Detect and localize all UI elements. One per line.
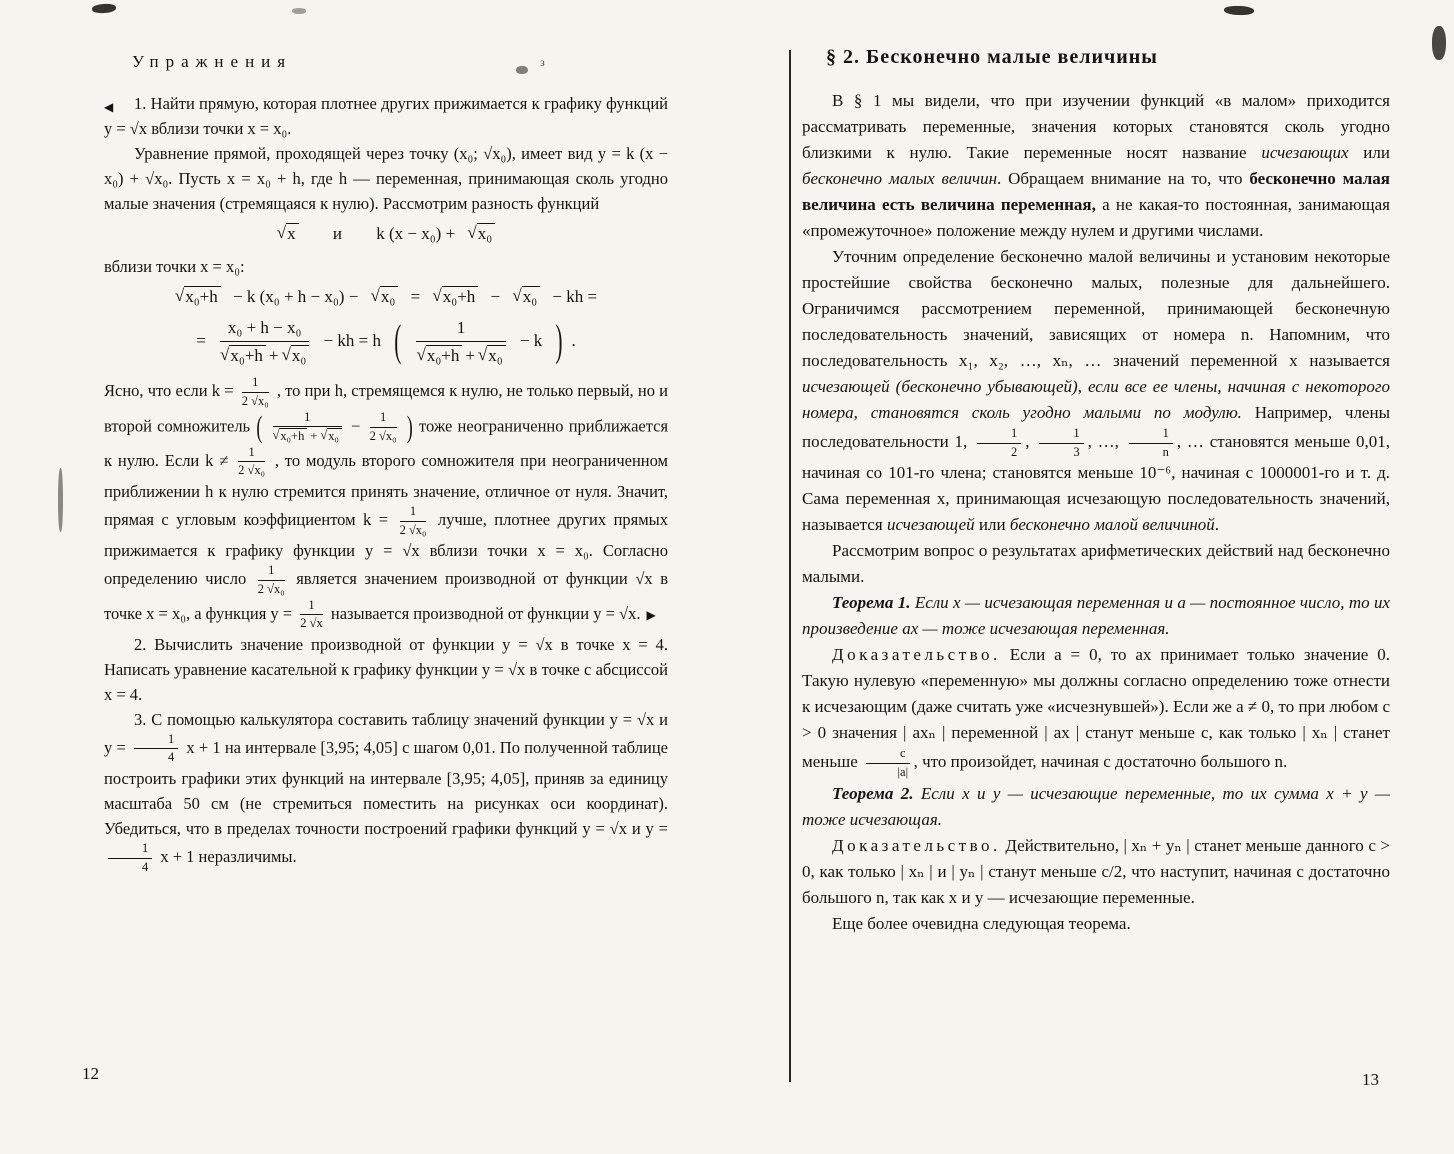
fraction-numerator: 1	[400, 504, 427, 522]
fraction-denominator: 4	[167, 750, 175, 765]
proof-2	[802, 833, 1390, 911]
sqrt-icon: √	[276, 223, 287, 243]
equals-sign: =	[196, 331, 206, 351]
radicand: x₀	[487, 345, 505, 366]
theorem-2	[802, 781, 1390, 833]
text-segment: , то модуль второго сомножителя при неограниченном приближении h к нулю стремится принять значение, отличное от нуля. Значит, прямая с угловым коэффициентом k =	[104, 450, 669, 529]
solution-paragraph-2	[104, 375, 668, 632]
sqrt-expression	[175, 286, 221, 307]
radicand: x₀	[380, 286, 398, 307]
equation-line-1	[104, 286, 668, 308]
text-segment: Уточним определение бесконечно малой величины и установим некоторые простейшие свойства бесконечно малых, полезные для дальнейшего. Ограничимся рассмотрением переменной, принимающей бесконечную последовательность значений, зависящих от номера n. Напомним, что последовательность x₁, x₂, …, xₙ, … значений переменной x называется	[802, 247, 1390, 370]
solution-paragraph-1: Уравнение прямой, проходящей через точку (x₀; √x₀), имеет вид y = k (x − x₀) + √x₀. Пусть x = x₀ + h, где h — переменная, принимающая сколь угодно малые значения (стремящаяся к нулю). Рассмотрим разность функций	[104, 144, 668, 213]
proof-label: Доказательство.	[832, 645, 1001, 665]
math-fraction	[977, 426, 1021, 460]
page-number-right: 13	[1362, 1070, 1379, 1089]
text-segment: , что произойдет, начиная с достаточно большого n.	[913, 752, 1288, 772]
minus-operator: −	[351, 416, 361, 435]
page-divider-line	[789, 50, 791, 1082]
sqrt-expression	[277, 223, 299, 244]
intro-paragraph	[802, 88, 1390, 244]
theorem-2-statement: Если x и y — исчезающие переменные, то их сумма x + y — тоже исчезающая.	[802, 783, 1390, 829]
exercise-1-statement	[104, 91, 668, 141]
ellipsis: , …,	[1087, 432, 1119, 452]
period: .	[1214, 515, 1220, 535]
sqrt-expression	[320, 428, 341, 445]
math-fraction	[220, 317, 309, 367]
fraction-numerator: x₀ + h − x₀	[220, 317, 309, 342]
radicand: x₀+h	[279, 428, 307, 443]
close-paren: )	[406, 409, 413, 444]
fraction-numerator: 1	[134, 732, 178, 750]
text-segment: Например, члены последовательности 1,	[802, 403, 1390, 452]
exercise-1-text: 1. Найти прямую, которая плотнее других прижимается к графику функций y = √x вблизи точки x = x₀.	[104, 94, 668, 138]
radicand: x₀+h	[184, 286, 221, 307]
fraction-numerator: c	[866, 746, 910, 764]
sqrt-icon: √	[272, 428, 280, 443]
radicand: x₀	[477, 223, 495, 244]
math-segment: − k	[519, 331, 543, 351]
sqrt-icon: √	[370, 286, 380, 306]
sqrt-icon: √	[432, 286, 442, 306]
math-fraction	[370, 410, 397, 444]
fraction-denominator	[416, 342, 505, 366]
page-number-left: 12	[82, 1064, 99, 1083]
comma: ,	[1025, 432, 1030, 452]
fraction-numerator: 1	[1129, 426, 1173, 444]
open-paren: (	[256, 409, 263, 444]
theorem-1-statement: Если x — исчезающая переменная и a — постоянное число, то их произведение ax — тоже исчезающая переменная.	[802, 593, 1390, 639]
math-fraction	[300, 598, 323, 632]
fraction-denominator: 2 √x₀	[257, 581, 285, 596]
plus-operator: +	[268, 345, 279, 365]
text-segment: 3. С помощью калькулятора составить таблицу значений функции y = √x и y =	[104, 709, 668, 757]
minus-sign: −	[490, 286, 501, 306]
fraction-denominator: 2 √x₀	[399, 522, 427, 537]
radicand: x₀+h	[426, 345, 463, 366]
radicand: x₀	[327, 428, 342, 443]
sqrt-icon: √	[512, 286, 522, 306]
fraction-numerator: 1	[108, 841, 152, 859]
math-fraction	[134, 732, 178, 766]
left-page	[104, 0, 668, 875]
text-segment: или	[1348, 143, 1390, 162]
fraction-denominator	[273, 427, 342, 445]
fraction-numerator: 1	[258, 563, 285, 581]
sqrt-expression	[371, 286, 399, 307]
radicand: x₀+h	[442, 286, 479, 307]
definition-italic: исчезающей (бесконечно убывающей), если все ее члены, начиная с некоторого номера, становятся сколь угодно малыми по модулю.	[802, 377, 1390, 422]
period: .	[571, 331, 576, 351]
fraction-denominator: 2 √x	[300, 616, 323, 631]
fraction-numerator: 1	[273, 410, 342, 428]
text-segment: является значением производной от функции √x в точке x = x₀, а функция y =	[104, 569, 669, 623]
fraction-denominator: 2 √x₀	[369, 428, 397, 443]
exercises-heading: Упражнения	[132, 52, 293, 71]
fraction-denominator: 3	[1073, 444, 1080, 459]
fraction-denominator: n	[1162, 444, 1169, 459]
sqrt-icon: √	[174, 286, 185, 306]
text-segment: , то при h, стремящемся к нулю, не только первый, но и второй сомножитель	[104, 381, 668, 435]
exercise-3	[104, 707, 668, 876]
math-segment: − kh =	[552, 286, 598, 306]
sqrt-expression	[416, 345, 462, 366]
sqrt-icon: √	[467, 223, 477, 243]
scan-mark: з	[540, 55, 545, 69]
radicand: x₀	[522, 286, 540, 307]
text-segment: Действительно, | xₙ + yₙ | станет меньше данного c > 0, как только | xₙ | и | yₙ | станут меньше c/2, что наступит, начиная с достаточно большого n, так как x и y — исчезающие переменные.	[802, 835, 1390, 907]
math-fraction	[258, 563, 285, 597]
math-fraction	[242, 375, 269, 409]
sqrt-icon: √	[220, 344, 230, 364]
math-fraction	[1039, 426, 1083, 460]
sqrt-icon: √	[281, 344, 291, 364]
equals-sign: =	[410, 286, 421, 306]
plus-operator: +	[465, 345, 475, 365]
left-page-header	[104, 52, 668, 76]
fraction-denominator: 2 √x₀	[238, 463, 266, 478]
text-segment: , … становятся меньше 0,01, начиная со 101-го члена; становятся меньше 10⁻⁶, начиная с 1000001-го и т. д. Сама переменная x, принимающая исчезающую последовательность значений, называется	[802, 432, 1390, 535]
text-segment: лучше, плотнее других прямых прижимается к графику функции y = √x вблизи точки x = x₀. Согласно определению число	[104, 510, 669, 589]
math-fraction	[1129, 426, 1173, 460]
triangle-right-marker: ▶	[646, 607, 656, 622]
definition-paragraph	[802, 244, 1390, 538]
theorem-1	[802, 590, 1390, 642]
math-fraction	[108, 841, 152, 875]
sqrt-expression	[467, 223, 495, 244]
math-fraction	[400, 504, 427, 538]
term-infinitesimal: бесконечно малой величиной	[1009, 515, 1215, 535]
text-segment: а не какая-то постоянная, занимающая «промежуточное» положение между нулем и другими числами.	[802, 195, 1390, 240]
math-fraction	[866, 746, 910, 780]
fraction-denominator	[220, 342, 309, 366]
open-paren: (	[394, 315, 402, 366]
math-segment: − k (x₀ + h − x₀) −	[233, 286, 359, 306]
text-segment: В § 1 мы видели, что при изучении функций «в малом» приходится рассматривать переменные, значения которых становятся сколь угодно близкими к нулю. Такие переменные носят название	[802, 91, 1390, 162]
theorem-2-label: Теорема 2.	[832, 783, 914, 803]
sqrt-icon: √	[477, 344, 488, 364]
text-segment: . Обращаем внимание на то, что	[997, 169, 1250, 188]
text-segment: называется производной от функции y = √x.	[330, 603, 641, 623]
text-segment: или	[974, 515, 1010, 535]
text-segment: Если a = 0, то ax принимает только значение 0. Такую нулевую «переменную» мы должны согласно определению тоже отнести к исчезающим (даже считать уже «исчезнувшей»). Если же a ≠ 0, то при любом c > 0 значения | axₙ | переменной | ax | станут меньше c, как только | xₙ | станет меньше	[802, 645, 1390, 772]
proof-label: Доказательство.	[832, 835, 1001, 855]
fraction-denominator: 2	[1011, 444, 1018, 459]
fraction-numerator: 1	[977, 426, 1021, 444]
sqrt-expression	[478, 345, 506, 366]
fraction-numerator: 1	[370, 410, 397, 428]
linear-expression: k (x − x₀) +	[376, 223, 456, 243]
triangle-left-marker: ◀	[104, 100, 114, 114]
and-word: и	[332, 223, 342, 243]
math-fraction	[238, 445, 265, 479]
sqrt-expression	[220, 345, 266, 366]
fraction-numerator: 1	[300, 598, 323, 616]
term-vanishing: исчезающей	[886, 515, 975, 535]
right-page	[802, 0, 1390, 937]
sqrt-expression	[512, 286, 540, 307]
section-title: § 2. Бесконечно малые величины	[826, 46, 1158, 68]
scan-artifact	[58, 468, 63, 532]
scan-artifact	[1432, 26, 1446, 60]
term-vanishing: исчезающих	[1261, 143, 1349, 162]
text-segment: тоже неограниченно приближается к нулю. Если k ≠	[104, 416, 669, 470]
near-point-text: вблизи точки x = x₀:	[104, 256, 245, 276]
radicand: x	[286, 223, 299, 244]
radicand: x₀	[291, 345, 309, 366]
fraction-numerator: 1	[1039, 426, 1083, 444]
sqrt-expression	[432, 286, 478, 307]
text-segment: x + 1 неразличимы.	[160, 847, 297, 866]
sqrt-expression	[273, 428, 308, 445]
equation-line-2	[104, 317, 668, 367]
equation-two-functions	[104, 223, 668, 245]
closing-remark: Еще более очевидна следующая теорема.	[832, 913, 1131, 933]
text-segment: x + 1 на интервале [3,95; 4,05] с шагом 0,01. По полученной таблице построить графики этих функций на интервале [3,95; 4,05], приняв за единицу масштаба 50 см (не стремиться поместить на рисунках оси координат). Убедиться, что в пределах точности построений графики функций y = √x и y =	[104, 737, 669, 839]
radicand: x₀+h	[229, 345, 266, 366]
fraction-numerator: 1	[238, 445, 265, 463]
close-paren: )	[555, 315, 563, 366]
fraction-numerator: 1	[242, 375, 269, 393]
fraction-denominator: 4	[142, 859, 149, 874]
fraction-denominator: 2 √x₀	[241, 393, 269, 408]
fraction-numerator: 1	[416, 317, 505, 342]
emphasized-statement: бесконечно малая величина есть величина переменная,	[802, 169, 1390, 214]
sqrt-expression	[282, 345, 310, 366]
sqrt-icon: √	[416, 344, 426, 364]
sqrt-icon: √	[320, 428, 328, 443]
proof-1	[802, 642, 1390, 780]
theorem-1-label: Теорема 1.	[832, 593, 911, 613]
text-segment: Ясно, что если k =	[104, 381, 234, 401]
fraction-denominator: |a|	[897, 764, 909, 779]
math-fraction	[416, 317, 505, 367]
arithmetic-intro: Рассмотрим вопрос о результатах арифметических действий над бесконечно малыми.	[802, 541, 1390, 587]
term-infinitesimal: бесконечно малых величин	[802, 169, 998, 188]
exercise-2: 2. Вычислить значение производной от функции y = √x в точке x = 4. Написать уравнение касательной к графику функции y = √x в точке с абсциссой x = 4.	[104, 634, 668, 704]
plus-operator: +	[310, 429, 318, 444]
math-segment: − kh = h	[323, 331, 381, 351]
math-fraction	[273, 410, 342, 445]
